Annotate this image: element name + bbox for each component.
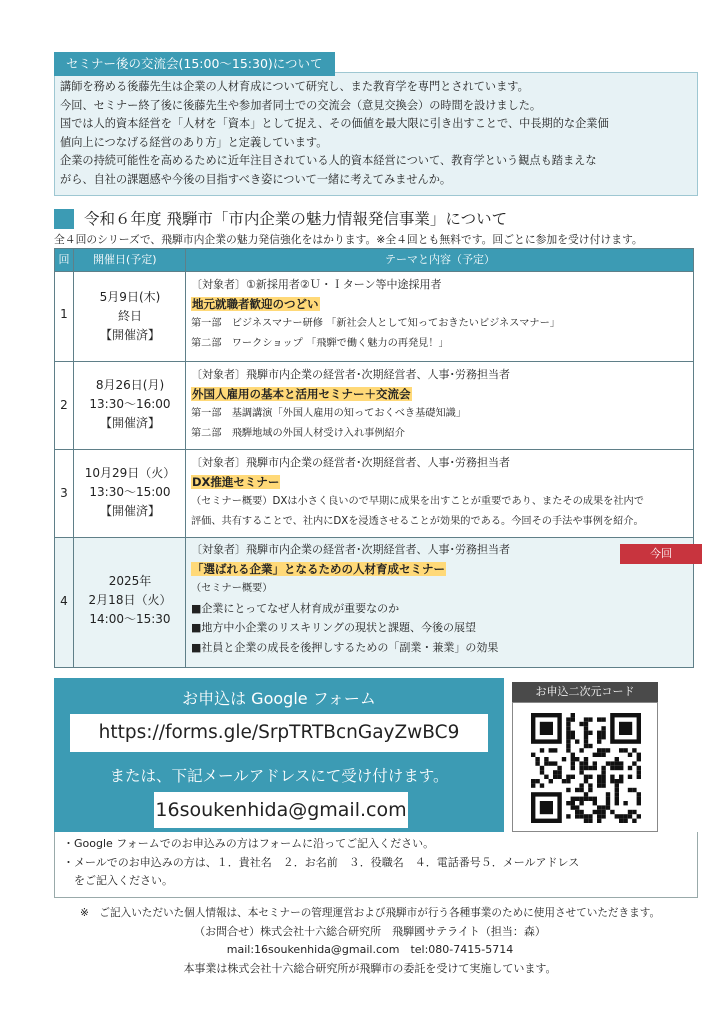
current-session-badge: 今回: [620, 544, 702, 564]
header-date: 開催日(予定): [93, 253, 157, 266]
session-date: [74, 464, 186, 521]
contact-mail-tel: mail:16soukenhida@gmail.com tel:080-7415-5714: [226, 943, 514, 957]
session-title: 外国人雇用の基本と活用セミナー＋交流会: [192, 386, 411, 401]
table-row: [55, 271, 693, 361]
exchange-line: 講師を務める後藤先生は企業の人材育成について研究し、また教育学を専門とされています。: [60, 80, 529, 93]
email-address-link[interactable]: 16soukenhida@gmail.com: [154, 792, 408, 828]
date-line: 13:30～15:00: [89, 485, 171, 499]
session-detail: （セミナー概要）: [191, 583, 273, 595]
session-date: [74, 288, 186, 345]
exchange-line: 今回、セミナー終了後に後藤先生や参加者同士での交流会（意見交換会）の時間を設けました。: [60, 98, 542, 112]
session-theme: [191, 540, 687, 658]
session-target: 〔対象者〕飛騨市内企業の経営者･次期経営者、人事･労務担当者: [191, 456, 510, 469]
date-line: 8月26日(月): [95, 378, 165, 392]
table-row-current: [55, 537, 693, 667]
exchange-body: [60, 78, 696, 190]
session-date: [74, 376, 186, 433]
exchange-title: セミナー後の交流会(15:00～15:30)について: [54, 52, 335, 76]
application-or-text: または、下記メールアドレスにて受け付けます。: [109, 767, 449, 785]
column-divider: [73, 249, 74, 667]
series-title: 令和６年度 飛騨市「市内企業の魅力情報発信事業」について: [84, 210, 508, 228]
session-title: 地元就職者歓迎のつどい: [192, 296, 319, 311]
exchange-line: 企業の持続可能性を高めるために近年注目されている人的資本経営について、教育学という観点も踏まえな: [60, 154, 597, 168]
table-header: [55, 249, 693, 271]
qr-code-icon: [513, 703, 659, 833]
application-notes: [54, 832, 698, 898]
contact-info: （お問合せ）株式会社十六総合研究所 飛騨國サテライト（担当：森）: [194, 924, 546, 938]
commission-note: 本事業は株式会社十六総合研究所が飛騨市の委託を受けて実施しています。: [183, 961, 557, 975]
session-detail: 第二部 ワークショップ 「飛騨で働く魅力の再発見！」: [191, 337, 449, 349]
session-detail: 評価、共有することで、社内にDXを浸透させることが効果的である。今回その手法や事例を紹介。: [191, 515, 644, 527]
privacy-note: ※ ご記入いただいた個人情報は、本セミナーの管理運営および飛騨市が行う各種事業のために使用させていただきます。: [79, 907, 661, 919]
date-line: 終日: [117, 309, 142, 323]
session-detail: （セミナー概要）DXは小さく良いので早期に成果を出すことが重要であり、またその成果を社内で: [191, 496, 644, 508]
session-number: 4: [60, 594, 68, 608]
date-line: 2月18日（火）: [88, 593, 172, 607]
exchange-line: 値向上につなげる経営のあり方」と定義しています。: [60, 135, 328, 149]
application-box: [54, 678, 504, 832]
qr-code-label: お申込二次元コード: [512, 682, 658, 702]
heading-square-icon: [54, 209, 74, 229]
application-title: お申込は Google フォーム: [182, 689, 376, 708]
note-line: ・Google フォームでのお申込みの方はフォームに沿ってご記入ください。: [63, 837, 435, 850]
note-line: ・メールでのお申込みの方は、１．貴社名 ２．お名前 ３．役職名 ４．電話番号５．メールアドレス: [63, 855, 580, 869]
session-detail: 第一部 ビジネスマナー研修 「新社会人として知っておきたいビジネスマナー」: [191, 318, 560, 330]
session-number: 2: [60, 398, 68, 412]
column-divider: [185, 249, 186, 667]
session-target: 〔対象者〕飛騨市内企業の経営者･次期経営者、人事･労務担当者: [191, 543, 510, 556]
session-number: 3: [60, 486, 68, 500]
session-detail: ■企業にとってなぜ人材育成が重要なのか: [191, 601, 400, 615]
series-subtitle: 全４回のシリーズで、飛騨市内企業の魅力発信強化をはかります。※全４回とも無料です。回ごとに参加を受け付けます。: [54, 233, 643, 246]
session-title: 「選ばれる企業」となるための人材育成セミナー: [192, 561, 445, 576]
series-heading: [54, 206, 698, 232]
qr-code[interactable]: [512, 702, 658, 832]
session-theme: [191, 365, 687, 443]
schedule-table: [54, 248, 694, 668]
header-no: 回: [58, 253, 70, 266]
session-date: [74, 572, 186, 629]
date-line: 13:30～16:00: [89, 397, 171, 411]
exchange-line: 国では人的資本経営を「人材を「資本」として捉え、その価値を最大限に引き出すことで、中長期的な企業価: [60, 117, 609, 131]
date-line: 【開催済】: [99, 416, 160, 430]
session-detail: ■地方中小企業のリスキリングの現状と課題、今後の展望: [191, 621, 476, 635]
session-detail: 第一部 基調講演「外国人雇用の知っておくべき基礎知識」: [191, 408, 467, 420]
session-title: DX推進セミナー: [192, 474, 280, 489]
note-line: をご記入ください。: [63, 874, 173, 887]
date-line: 【開催済】: [99, 504, 160, 518]
table-row: [55, 449, 693, 537]
session-detail: 第二部 飛騨地域の外国人材受け入れ事例紹介: [191, 427, 405, 439]
session-theme: [191, 275, 687, 353]
date-line: 2025年: [108, 574, 152, 588]
session-number: 1: [60, 307, 68, 321]
exchange-line: がら、自社の課題感や今後の目指すべき姿について一緒に考えてみませんか。: [60, 172, 452, 186]
date-line: 【開催済】: [99, 328, 160, 342]
session-theme: [191, 453, 687, 531]
table-row: [55, 361, 693, 449]
session-target: 〔対象者〕飛騨市内企業の経営者･次期経営者、人事･労務担当者: [191, 368, 510, 381]
session-target: 〔対象者〕①新採用者②Ｕ・Ｉターン等中途採用者: [191, 278, 442, 291]
header-theme: テーマと内容（予定）: [385, 253, 495, 266]
date-line: 5月9日(木): [99, 290, 161, 304]
google-form-url-link[interactable]: https://forms.gle/SrpTRTBcnGayZwBC9: [70, 714, 488, 752]
session-detail: ■社員と企業の成長を後押しするための「副業・兼業」の効果: [191, 640, 499, 654]
date-line: 14:00～15:30: [89, 612, 171, 626]
footer: [40, 904, 700, 978]
date-line: 10月29日（火）: [84, 466, 176, 480]
